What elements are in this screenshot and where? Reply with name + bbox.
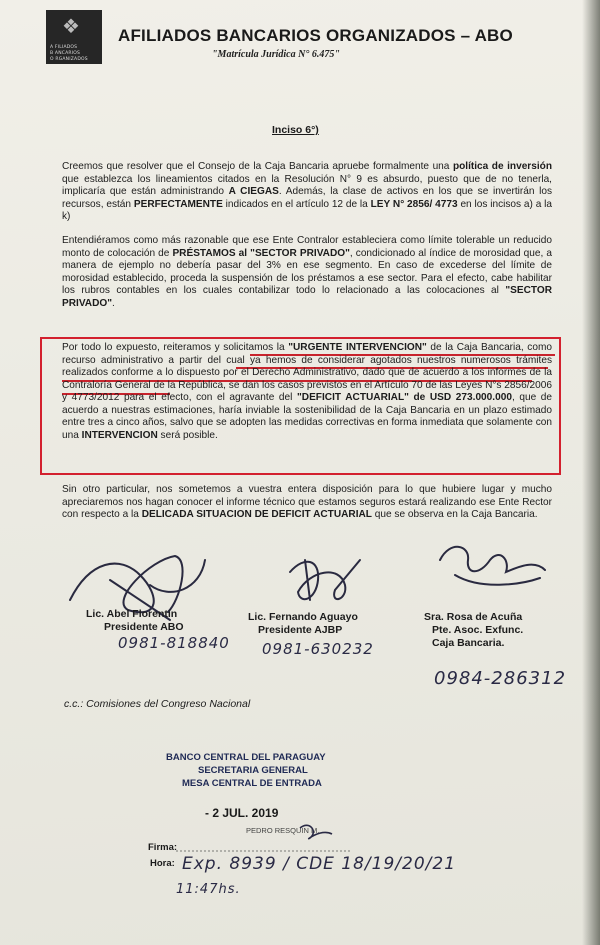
- text-run: Por todo lo expuesto, reiteramos y solicitamos la: [62, 342, 289, 353]
- phone-handwritten: 0981-818840: [118, 634, 230, 652]
- text-run-bold: INTERVENCION: [81, 429, 158, 441]
- stamp-time-label: Hora:: [150, 858, 175, 869]
- stamp-signature-label: Firma:: [148, 842, 178, 853]
- signatory-role: Pte. Asoc. Exfunc.: [432, 624, 524, 636]
- text-run-bold: A CIEGAS: [228, 186, 279, 197]
- text-run: . Además, la clase de activos en los que se invertirán los recursos, están: [62, 186, 552, 210]
- text-run-bold: "SECTOR PRIVADO": [62, 285, 552, 309]
- logo-line-2: B ANCARIOS: [50, 51, 81, 56]
- text-run-bold: "URGENTE INTERVENCION": [288, 342, 427, 353]
- text-run-bold: PERFECTAMENTE: [133, 198, 223, 210]
- logo-line-1: A FILIADOS: [50, 45, 78, 50]
- logo-mark-icon: ❖: [62, 14, 80, 38]
- page-edge-shadow: [582, 0, 600, 945]
- text-run: que se observa en la Caja Bancaria.: [371, 509, 538, 520]
- stamp-office: MESA CENTRAL DE ENTRADA: [182, 778, 322, 789]
- signatory-name: Lic. Abel Florentín: [86, 608, 178, 620]
- carbon-copy-line: c.c.: Comisiones del Congreso Nacional: [64, 698, 251, 710]
- text-run: de la Caja Bancaria, como recurso administrativo a partir del cual ya hemos de considerar agotados nuestros numerosos trámites realizados conforme a lo dispuesto por el Derecho Administrativo, dado que de acuerdo a los informes de la Contraloría General de la República, se dan los casos previstos en el Artículo 70 de las Leyes N°s 2856/2006 y 4773/2012 para el efecto, con el agravante del: [62, 342, 552, 403]
- time-handwritten: 11:47hs.: [176, 882, 241, 897]
- text-run: será posible.: [157, 429, 218, 441]
- text-run: .: [112, 297, 115, 309]
- text-run: , condicionado al índice de morosidad que, a manera de ejemplo no debería pasar del 3% en ese segmento. En caso de excederse del límite de morosidad establecido, proceda la suspensión de los préstamos a ese sector. Para el efecto, cabe habilitar los rubros contables en los cuales contabilizar todo lo relacionado a las colocaciones al: [62, 247, 552, 296]
- text-run-bold: PRÉSTAMOS al "SECTOR PRIVADO": [172, 247, 350, 259]
- organization-title: AFILIADOS BANCARIOS ORGANIZADOS – ABO: [118, 26, 513, 45]
- logo-line-3: O RGANIZADOS: [50, 57, 88, 62]
- text-run-bold: LEY N° 2856/ 4773: [370, 198, 458, 210]
- text-run: Entendiéramos como más razonable que ese Ente Contralor estableciera como límite tolerable un reducido monto de colocación de: [62, 235, 552, 259]
- signatory-role: Presidente ABO: [104, 621, 184, 633]
- signatory-name: Sra. Rosa de Acuña: [424, 611, 523, 623]
- phone-handwritten: 0984-286312: [434, 668, 567, 689]
- signatory-org: Caja Bancaria.: [432, 637, 505, 649]
- legal-registration: "Matrícula Jurídica N° 6.475": [212, 49, 340, 60]
- text-run: en los incisos a) a la k): [62, 198, 553, 222]
- expedient-handwritten: Exp. 8939 / CDE 18/19/20/21: [182, 854, 457, 874]
- section-title: Inciso 6°): [272, 124, 319, 136]
- text-run: Sin otro particular, nos sometemos a vuestra entera disposición para lo que hubiere lugar y mucho apreciaremos nos hagan conocer el informe técnico que estamos seguros estará realizando ese Ente Rector con respecto a la: [62, 484, 552, 520]
- text-run-bold: política de inversión: [452, 161, 552, 172]
- phone-handwritten: 0981-630232: [262, 640, 374, 658]
- text-run-bold: "DEFICIT ACTUARIAL" de USD 273.000.000: [297, 392, 512, 403]
- text-run: indicados en el artículo 12 de la: [222, 198, 371, 210]
- text-run: , que de acuerdo a nuestras estimaciones, haría inviable la sostenibilidad de la Caja Bancaria en un plazo estimado entre tres a cinco años, salvo que se adopten las medidas correctivas en forma inmediata que solamente con una: [62, 392, 553, 441]
- text-run-bold: DELICADA SITUACION DE DEFICIT ACTUARIAL: [141, 509, 372, 520]
- text-run: que establezca los lineamientos citados en la Resolución N° 9 es absurdo, puesto que de no tenerla, implicaría que están administrando: [62, 173, 552, 197]
- signatory-name: Lic. Fernando Aguayo: [248, 611, 358, 623]
- signatory-role: Presidente AJBP: [258, 624, 343, 636]
- stamp-bank-name: BANCO CENTRAL DEL PARAGUAY: [166, 752, 326, 763]
- stamp-department: SECRETARIA GENERAL: [198, 765, 308, 776]
- stamp-receiver: PEDRO RESQUIN M.: [246, 826, 320, 835]
- stamp-date: - 2 JUL. 2019: [205, 806, 279, 820]
- text-run: Creemos que resolver que el Consejo de la Caja Bancaria apruebe formalmente una: [62, 161, 453, 172]
